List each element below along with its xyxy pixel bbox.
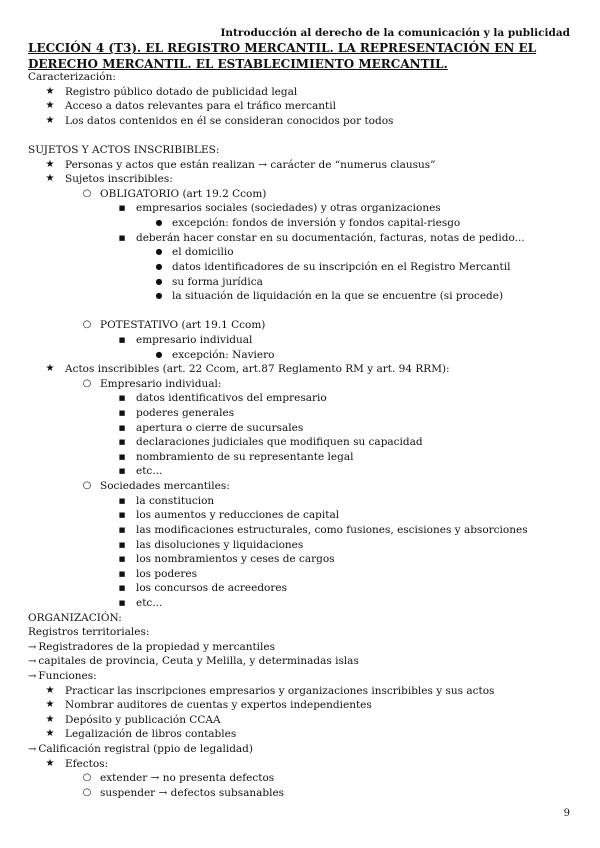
outline-item-text: la situación de liquidación en la que se encuentre (si procede) (172, 290, 504, 303)
outline-item (28, 231, 578, 246)
dot-bullet-icon: ● (155, 247, 163, 257)
outline-item-text: Efectos: (65, 757, 109, 770)
circle-bullet-icon: ○ (82, 786, 92, 798)
arrow-bullet-icon: → (28, 744, 37, 756)
outline-item-text: Caracterización: (28, 71, 116, 83)
square-bullet-icon: ■ (118, 233, 126, 242)
outline-item (28, 201, 578, 216)
outline-item-text: Sujetos inscribibles: (65, 173, 173, 186)
outline-item (28, 698, 578, 713)
outline-item (28, 187, 578, 202)
outline-item-text: extender → no presenta defectos (100, 772, 275, 785)
arrow-bullet-icon: → (28, 656, 37, 668)
outline-item (28, 421, 578, 436)
dot-bullet-icon: ● (155, 291, 163, 301)
outline-item-text: los nombramientos y ceses de cargos (136, 553, 335, 566)
outline-item (28, 172, 578, 187)
dot-bullet-icon: ● (155, 349, 163, 359)
section-heading (28, 625, 578, 640)
arrow-bullet-icon: → (28, 641, 37, 653)
circle-bullet-icon: ○ (82, 187, 92, 199)
arrow-bullet-icon: → (28, 670, 37, 682)
star-bullet-icon: ★ (45, 363, 55, 375)
outline-item-text: Acceso a datos relevantes para el tráfico mercantil (65, 100, 336, 113)
outline-item (28, 757, 578, 772)
square-bullet-icon: ■ (118, 555, 126, 564)
square-bullet-icon: ■ (118, 452, 126, 461)
outline-item-text: Nombrar auditores de cuentas y expertos independientes (65, 699, 372, 712)
outline-item (28, 479, 578, 494)
dot-bullet-icon: ● (155, 218, 163, 228)
circle-bullet-icon: ○ (82, 772, 92, 784)
outline-item (28, 85, 578, 100)
star-bullet-icon: ★ (45, 158, 55, 170)
outline-item-text: Depósito y publicación CCAA (65, 713, 221, 726)
outline-item-text: apertura o cierre de sucursales (136, 421, 304, 434)
outline-item-text: excepción: fondos de inversión y fondos capital-riesgo (172, 217, 461, 230)
circle-bullet-icon: ○ (82, 377, 92, 389)
outline-item (28, 216, 578, 231)
section-heading (28, 611, 578, 626)
outline-item (28, 99, 578, 114)
outline-item-text: los concursos de acreedores (136, 582, 287, 595)
section-heading (28, 70, 578, 85)
outline-item (28, 523, 578, 538)
outline-item-text: los aumentos y reducciones de capital (136, 509, 340, 522)
square-bullet-icon: ■ (118, 569, 126, 578)
outline-item-text: etc... (136, 596, 163, 609)
running-header: Introducción al derecho de la comunicación y la publicidad (220, 27, 570, 39)
outline-item-text: empresarios sociales (sociedades) y otras organizaciones (136, 202, 441, 215)
outline-item-text: Personas y actos que están realizan → carácter de “numerus clausus” (65, 158, 436, 171)
square-bullet-icon: ■ (118, 496, 126, 505)
outline-item-text: Registros territoriales: (28, 626, 150, 639)
outline-item (28, 771, 578, 786)
outline-item (28, 348, 578, 363)
square-bullet-icon: ■ (118, 598, 126, 607)
outline-item (28, 158, 578, 173)
square-bullet-icon: ■ (118, 394, 126, 403)
outline-item (28, 289, 578, 304)
outline-item-text: excepción: Naviero (172, 348, 275, 361)
outline-item-text: su forma jurídica (172, 275, 263, 288)
outline-item (28, 567, 578, 582)
square-bullet-icon: ■ (118, 584, 126, 593)
outline-item (28, 538, 578, 553)
outline-item (28, 669, 578, 684)
square-bullet-icon: ■ (118, 423, 126, 432)
outline-item (28, 654, 578, 669)
outline-item (28, 406, 578, 421)
lesson-title: LECCIÓN 4 (T3). EL REGISTRO MERCANTIL. LA REPRESENTACIÓN EN EL DERECHO MERCANTIL. EL ESTABLECIMIENTO MERCANTIL. (28, 41, 537, 71)
outline-item-text: Registradores de la propiedad y mercantiles (38, 640, 276, 653)
square-bullet-icon: ■ (118, 409, 126, 418)
outline-item-text: datos identificadores de su inscripción en el Registro Mercantil (172, 260, 511, 273)
outline-item (28, 552, 578, 567)
outline-item-text: Funciones: (38, 669, 97, 682)
outline-item (28, 581, 578, 596)
outline-item (28, 333, 578, 348)
square-bullet-icon: ■ (118, 540, 126, 549)
blank-line (28, 128, 578, 143)
star-bullet-icon: ★ (45, 757, 55, 769)
page-number: 9 (563, 808, 570, 819)
outline-item-text: capitales de provincia, Ceuta y Melilla, y determinadas islas (38, 655, 359, 668)
outline-item-text: los poderes (136, 567, 198, 580)
outline-item-text: poderes generales (136, 407, 235, 420)
dot-bullet-icon: ● (155, 276, 163, 286)
star-bullet-icon: ★ (45, 699, 55, 711)
outline-item (28, 377, 578, 392)
outline-item (28, 596, 578, 611)
outline-item (28, 318, 578, 333)
outline-item-text: deberán hacer constar en su documentación, facturas, notas de pedido... (136, 231, 525, 244)
outline-item-text: Actos inscribibles (art. 22 Ccom, art.87 Reglamento RM y art. 94 RRM): (65, 363, 450, 376)
outline-item (28, 114, 578, 129)
star-bullet-icon: ★ (45, 173, 55, 185)
outline-item (28, 391, 578, 406)
outline-item (28, 786, 578, 801)
outline-item (28, 713, 578, 728)
outline-item (28, 494, 578, 509)
outline-item-text: Los datos contenidos en él se consideran conocidos por todos (65, 114, 394, 127)
star-bullet-icon: ★ (45, 713, 55, 725)
outline-item (28, 260, 578, 275)
star-bullet-icon: ★ (45, 85, 55, 97)
outline-item (28, 640, 578, 655)
square-bullet-icon: ■ (118, 335, 126, 344)
circle-bullet-icon: ○ (82, 319, 92, 331)
square-bullet-icon: ■ (118, 467, 126, 476)
outline-item (28, 362, 578, 377)
star-bullet-icon: ★ (45, 114, 55, 126)
outline-item-text: el domicilio (172, 246, 234, 259)
outline-item-text: empresario individual (136, 333, 253, 346)
square-bullet-icon: ■ (118, 525, 126, 534)
star-bullet-icon: ★ (45, 728, 55, 740)
outline-item (28, 245, 578, 260)
outline-item-text: nombramiento de su representante legal (136, 450, 354, 463)
outline-item-text: etc... (136, 465, 163, 478)
outline-item-text: la constitucion (136, 494, 215, 507)
outline-item-text: Empresario individual: (100, 377, 222, 390)
section-heading (28, 143, 578, 158)
outline-item (28, 742, 578, 757)
document-body (28, 70, 578, 800)
outline-item-text: Legalización de libros contables (65, 728, 237, 741)
outline-item (28, 450, 578, 465)
outline-item-text: ORGANIZACIÓN: (28, 611, 122, 624)
blank-line (28, 304, 578, 319)
outline-item-text: Calificación registral (ppio de legalidad) (38, 743, 253, 756)
outline-item-text: Sociedades mercantiles: (100, 480, 230, 493)
outline-item-text: declaraciones judiciales que modifiquen su capacidad (136, 436, 423, 449)
outline-item-text: suspender → defectos subsanables (100, 786, 285, 799)
star-bullet-icon: ★ (45, 684, 55, 696)
outline-item (28, 275, 578, 290)
square-bullet-icon: ■ (118, 204, 126, 213)
outline-item-text: OBLIGATORIO (art 19.2 Ccom) (100, 187, 267, 200)
dot-bullet-icon: ● (155, 261, 163, 271)
outline-item (28, 727, 578, 742)
outline-item-text: las disoluciones y liquidaciones (136, 538, 304, 551)
outline-item-text: Registro público dotado de publicidad legal (65, 85, 298, 98)
outline-item (28, 464, 578, 479)
square-bullet-icon: ■ (118, 438, 126, 447)
star-bullet-icon: ★ (45, 100, 55, 112)
outline-item-text: datos identificativos del empresario (136, 392, 327, 405)
outline-item-text: SUJETOS Y ACTOS INSCRIBIBLES: (28, 144, 220, 157)
circle-bullet-icon: ○ (82, 480, 92, 492)
outline-item (28, 684, 578, 699)
outline-item-text: las modificaciones estructurales, como fusiones, escisiones y absorciones (136, 523, 528, 536)
outline-item-text: Practicar las inscripciones empresarios y organizaciones inscribibles y sus actos (65, 684, 495, 697)
outline-item-text: POTESTATIVO (art 19.1 Ccom) (100, 319, 266, 332)
outline-item (28, 508, 578, 523)
square-bullet-icon: ■ (118, 511, 126, 520)
outline-item (28, 435, 578, 450)
